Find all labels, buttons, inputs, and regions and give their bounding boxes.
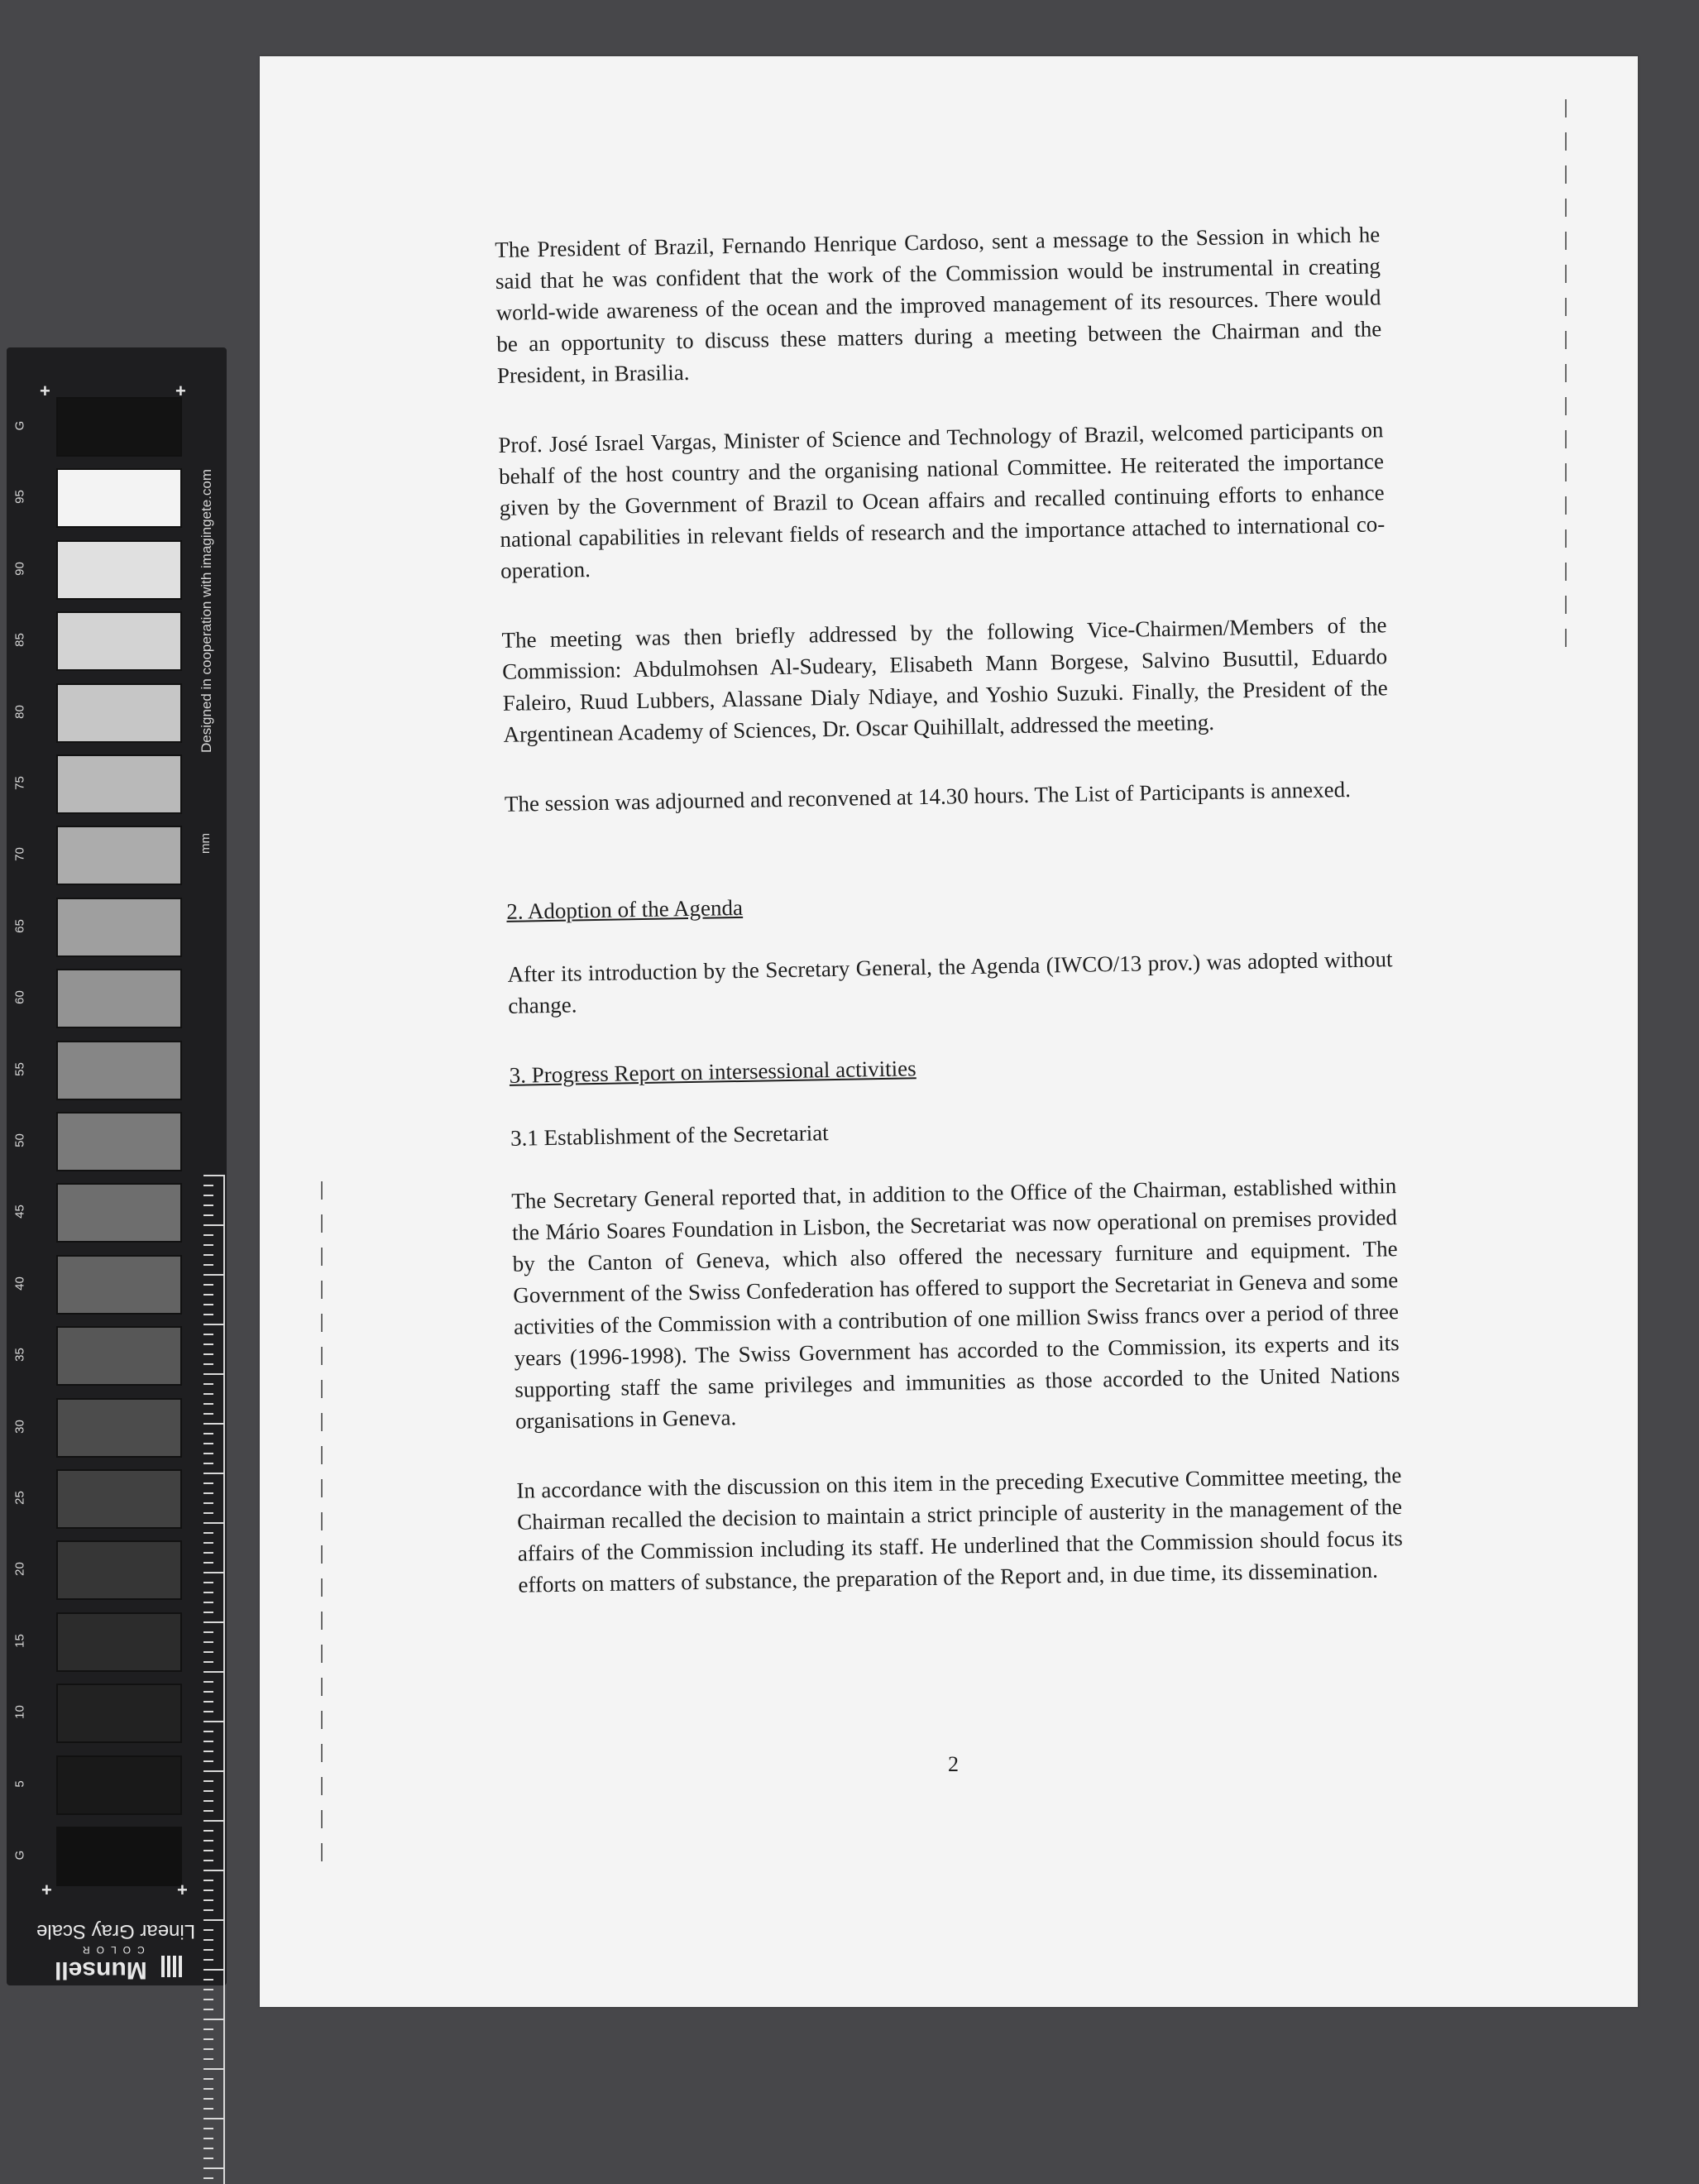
gray-patch-label: 50 xyxy=(12,1133,27,1147)
gray-patch xyxy=(56,754,182,814)
gray-patch-label: 55 xyxy=(12,1061,27,1076)
registration-plus-bottom-right: + xyxy=(177,1880,188,1900)
paragraph-austerity-principle: In accordance with the discussion on this item in the preceding Executive Committee meeting, the Chairman recalled the decision to maintain a strict principle of austerity in the management of the affairs of the Commission including its staff. He underlined that the Commission should focus its efforts on matters of substance, the preparation of the Report and, in due time, its dissemination. xyxy=(516,1463,1403,1597)
gray-patch xyxy=(56,1755,182,1815)
gray-patch-label: 70 xyxy=(12,847,27,862)
gray-patch xyxy=(56,1612,182,1672)
gray-patch-label: 90 xyxy=(12,561,27,576)
registration-plus-bottom-left: + xyxy=(41,1880,52,1900)
left-margin-mark xyxy=(321,1181,323,1868)
gray-patch-label: 80 xyxy=(12,704,27,719)
registration-plus-top-right: + xyxy=(175,381,186,401)
paragraph-agenda-adopted: After its introduction by the Secretary General, the Agenda (IWCO/13 prov.) was adopted without change. xyxy=(507,946,1393,1018)
paragraph-president-message: The President of Brazil, Fernando Henrique Cardoso, sent a message to the Session in which he said that he was confident that the work of the Commission would be instrumental in creating world-wide awareness of the ocean and the improved management of its resources. There would be an opportunity to discuss these matters during a meeting between the Chairman and the President, in Brasilia. xyxy=(495,222,1382,388)
gray-patch-label: 30 xyxy=(12,1419,27,1434)
gray-patch xyxy=(56,468,182,528)
paragraph-secretariat-report: The Secretary General reported that, in addition to the Office of the Chairman, established within the Mário Soares Foundation in Lisbon, the Secretariat was now operational on premises provided by the Canton of Geneva, which also offered the necessary furniture and equipment. The Government of the Swiss Confederation has offered to support the Secretariat in Geneva and some activities of the Commission with a contribution of one million Swiss francs over a period of three years (1996-1998). The Swiss Government has accorded to the Commission, its experts and its supporting staff the same privileges and immunities as those accorded to the United Nations organisations in Geneva. xyxy=(511,1173,1400,1434)
gray-patch xyxy=(56,1183,182,1243)
gray-patch xyxy=(56,1540,182,1600)
gray-patch xyxy=(56,1684,182,1743)
gray-patch-strip xyxy=(12,381,187,1894)
gray-patch xyxy=(56,540,182,600)
gray-patch-label: 45 xyxy=(12,1205,27,1219)
gray-patch xyxy=(56,1398,182,1458)
paragraph-session-adjourned: The session was adjourned and reconvened at 14.30 hours. The List of Participants is annexed. xyxy=(504,777,1352,817)
heading-progress-report: 3. Progress Report on intersessional activities xyxy=(509,1056,917,1088)
gray-patch-label: 40 xyxy=(12,1276,27,1291)
gray-patch-label: 65 xyxy=(12,918,27,933)
brand-name-text: Munsell xyxy=(55,1956,147,1984)
gray-patch-label: 25 xyxy=(12,1491,27,1505)
gray-patch xyxy=(56,1255,182,1315)
gray-patch xyxy=(56,1112,182,1171)
paragraph-vice-chairmen: The meeting was then briefly addressed by the following Vice-Chairmen/Members of the Commission: Abdulmohsen Al-Sudeary, Elisabeth Mann Borgese, Salvino Busuttil, Eduardo Faleiro, Ruud Lubbers, Alassane Dialy Ndiaye, and Yoshio Suzuki. Finally, the President of the Argentinean Academy of Sciences, Dr. Oscar Quihillalt, addressed the meeting. xyxy=(501,612,1388,747)
gray-patch xyxy=(56,898,182,957)
gray-patch-label: 75 xyxy=(12,776,27,790)
gray-patch-label: 95 xyxy=(12,490,27,505)
heading-establishment-secretariat: 3.1 Establishment of the Secretariat xyxy=(510,1120,829,1151)
page-number: 2 xyxy=(948,1752,959,1776)
gray-patch-label: 15 xyxy=(12,1633,27,1648)
registration-plus-top-left: + xyxy=(40,381,50,401)
gray-patch xyxy=(56,397,182,457)
gray-patch-label: 5 xyxy=(12,1779,27,1788)
gray-patch xyxy=(56,683,182,743)
heading-adoption-agenda: 2. Adoption of the Agenda xyxy=(506,894,744,924)
gray-patch xyxy=(56,969,182,1028)
ruler-spine xyxy=(223,1175,225,2184)
ruler-unit-label: mm xyxy=(199,833,213,854)
gray-patch-label: 35 xyxy=(12,1348,27,1363)
gray-patch-label: 85 xyxy=(12,633,27,648)
gray-patch xyxy=(56,1827,182,1886)
gray-patch-label: 60 xyxy=(12,990,27,1005)
munsell-logo-icon xyxy=(161,1956,183,1977)
gray-patch xyxy=(56,1326,182,1386)
scale-title-text: Linear Gray Scale xyxy=(36,1920,196,1942)
paragraph-minister-welcome: Prof. José Israel Vargas, Minister of Science and Technology of Brazil, welcomed participants on behalf of the host country and the organising national Committee. He reiterated the importance given by the Government of Brazil to Ocean affairs and recalled continuing efforts to enhance national capabilities in relevant fields of research and the importance attached to international co-operation. xyxy=(498,417,1386,583)
gray-patch xyxy=(56,826,182,885)
gray-patch-label: G xyxy=(12,420,27,431)
document-page xyxy=(260,56,1638,2007)
gray-patch-label: G xyxy=(12,1850,27,1861)
gray-patch-label: 20 xyxy=(12,1562,27,1577)
gray-patch xyxy=(56,1469,182,1529)
gray-scale-card xyxy=(7,347,227,1985)
gray-patch xyxy=(56,611,182,671)
right-margin-mark xyxy=(1565,99,1567,662)
brand-sub-text: COLOR xyxy=(76,1944,145,1956)
document-body xyxy=(495,218,1404,1638)
gray-patch xyxy=(56,1041,182,1100)
designed-credit-text: Designed in cooperation with imagingete.com xyxy=(199,468,214,753)
gray-patch-label: 10 xyxy=(12,1705,27,1720)
